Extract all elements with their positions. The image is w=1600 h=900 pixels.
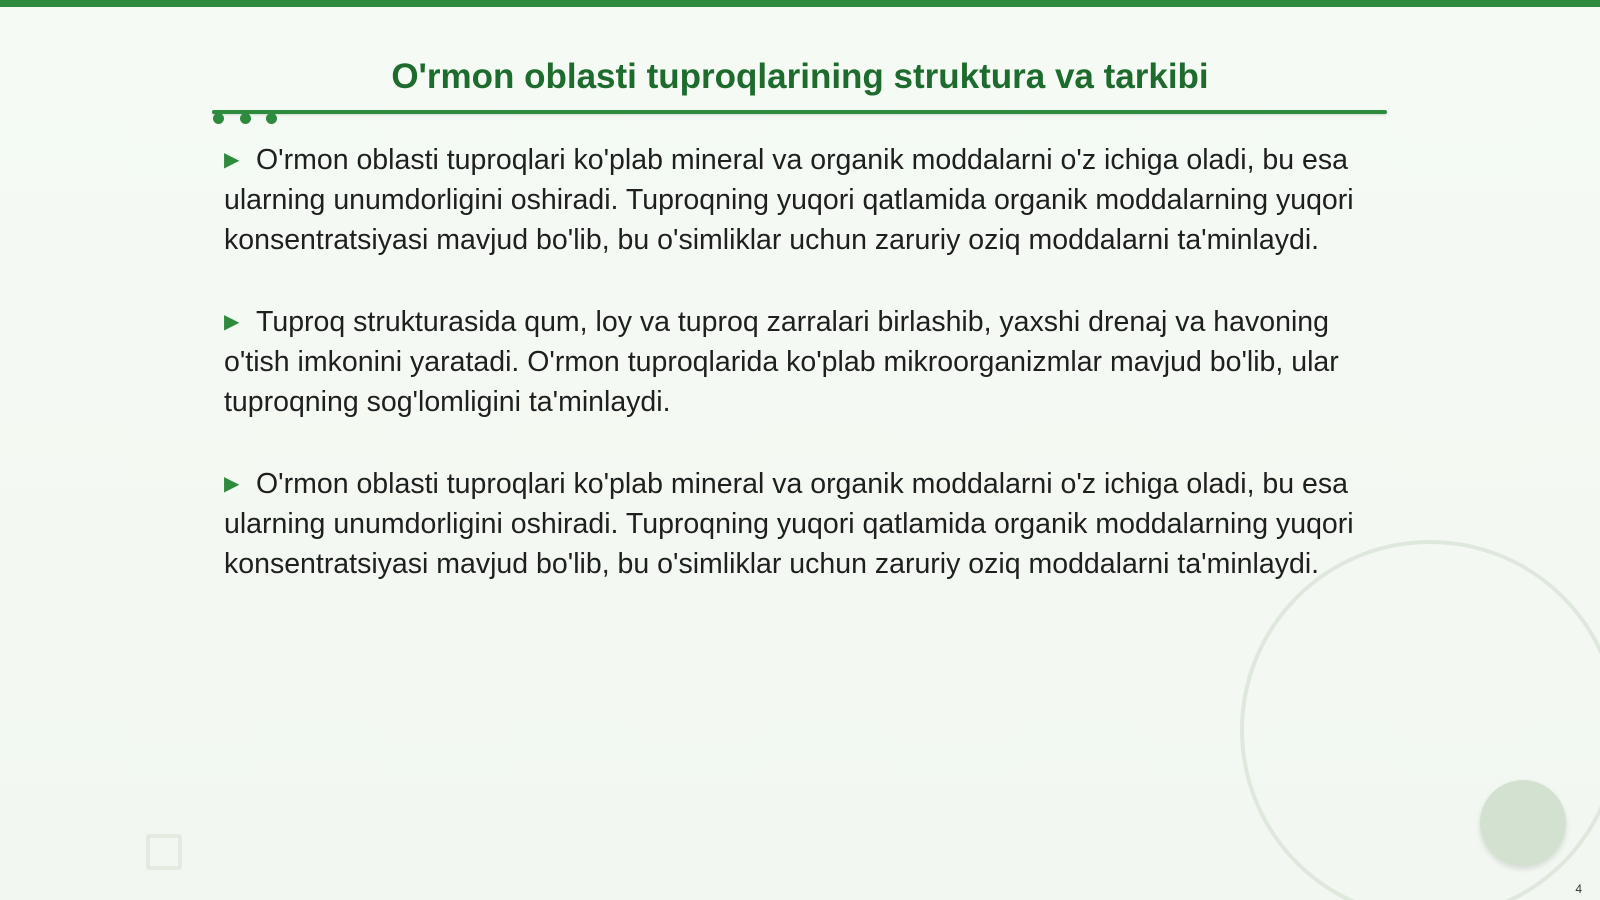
bullet-text: Tuproq strukturasida qum, loy va tuproq zarralari birlashib, yaxshi drenaj va havoning o'tish imkonini yaratadi. O'rmon tuproqlarida ko'plab mikroorganizmlar mavjud bo'lib, ular tuproqning sog'lomligini ta'minlaydi.: [224, 306, 1339, 418]
decorative-circle: [1480, 780, 1566, 866]
bullet-item: [224, 302, 1389, 422]
bullet-text: O'rmon oblasti tuproqlari ko'plab mineral va organik moddalarni o'z ichiga oladi, bu esa ularning unumdorligini oshiradi. Tuproqning yuqori qatlamida organik moddalarning yuqori konsentratsiyasi mavjud bo'lib, bu o'simliklar uchun zaruriy oziq moddalarni ta'minlaydi.: [224, 468, 1354, 580]
decorative-dot: [266, 113, 277, 124]
page-number: 4: [1575, 882, 1582, 896]
decorative-dot: [240, 113, 251, 124]
decorative-dot: [213, 113, 224, 124]
top-accent-bar: [0, 0, 1600, 7]
bullet-text: O'rmon oblasti tuproqlari ko'plab mineral va organik moddalarni o'z ichiga oladi, bu esa ularning unumdorligini oshiradi. Tuproqning yuqori qatlamida organik moddalarning yuqori konsentratsiyasi mavjud bo'lib, bu o'simliklar uchun zaruriy oziq moddalarni ta'minlaydi.: [224, 144, 1354, 256]
bullet-arrow-icon: ▶: [224, 149, 240, 171]
bullet-arrow-icon: ▶: [224, 473, 240, 495]
bullet-arrow-icon: ▶: [224, 311, 240, 333]
title-underline: [212, 110, 1387, 114]
slide-title: O'rmon oblasti tuproqlarining struktura va tarkibi: [391, 57, 1209, 96]
bullet-item: [224, 464, 1389, 584]
decorative-square: [146, 834, 182, 870]
bullet-item: [224, 140, 1389, 260]
bullet-list: [224, 140, 1389, 626]
